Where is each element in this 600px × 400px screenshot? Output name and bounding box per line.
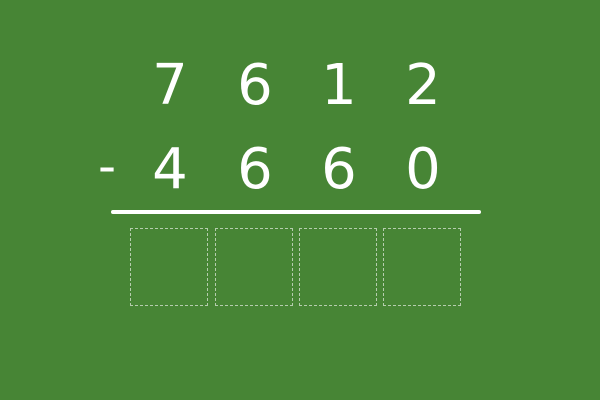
sum-line — [111, 210, 481, 214]
minuend-digit-hundreds: 6 — [237, 53, 273, 118]
subtrahend-digit-hundreds: 6 — [237, 137, 273, 202]
minuend-digit-thousands: 7 — [152, 53, 188, 118]
answer-box-tens[interactable] — [299, 228, 377, 306]
minus-sign: - — [97, 137, 117, 195]
minuend-digit-ones: 2 — [405, 53, 441, 118]
answer-box-thousands[interactable] — [130, 228, 208, 306]
subtrahend-digit-thousands: 4 — [152, 137, 188, 202]
subtrahend-digit-ones: 0 — [405, 137, 441, 202]
answer-box-hundreds[interactable] — [215, 228, 293, 306]
minuend-digit-tens: 1 — [321, 53, 357, 118]
answer-box-ones[interactable] — [383, 228, 461, 306]
subtrahend-digit-tens: 6 — [321, 137, 357, 202]
